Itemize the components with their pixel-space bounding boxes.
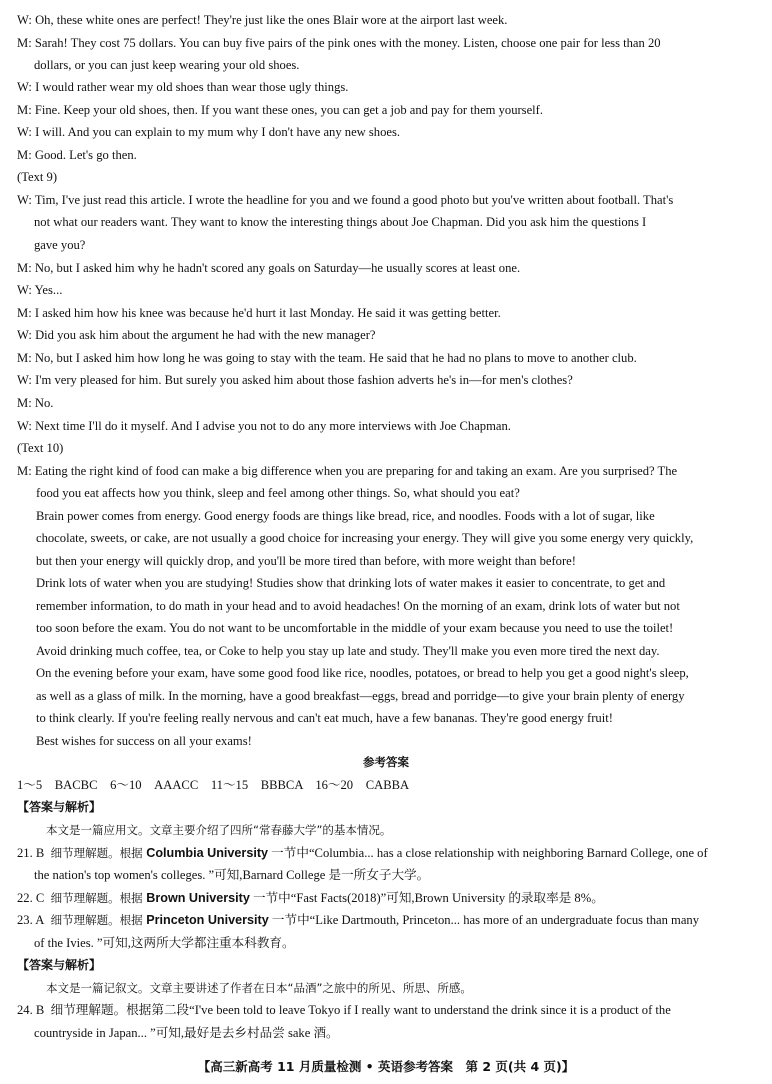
text-line: W: Did you ask him about the argument he had with the new manager? <box>17 328 376 342</box>
question-explanation: 一节中“Fast Facts(2018)”可知,Brown University 的录取率是 8%。 <box>249 891 604 905</box>
text-line: Best wishes for success on all your exams! <box>36 734 252 748</box>
section-name: Brown University <box>146 891 250 905</box>
text-line: M: No, but I asked him why he hadn't scored any goals on Saturday—he usually scores at least one. <box>17 261 521 275</box>
answer-key: 1～5 BACBC 6～10 AAACC 11～15 BBBCA 16～20 CABBA <box>17 778 410 792</box>
text-line: as well as a glass of milk. In the morning, have a good breakfast—eggs, bread and porridge—to give your brain plenty of energy <box>36 689 685 703</box>
text-line: countryside in Japan... ”可知,最好是去乡村品尝 sake 酒。 <box>34 1026 339 1040</box>
passage-intro: 本文是一篇记叙文。文章主要讲述了作者在日本“品酒”之旅中的所见、所思、所感。 <box>46 981 472 995</box>
question-number: 24. B <box>17 1003 45 1017</box>
question-24 <box>17 1000 760 1020</box>
passage-intro: 本文是一篇应用文。文章主要介绍了四所“常春藤大学”的基本情况。 <box>46 823 392 837</box>
text-line: M: Good. Let's go then. <box>17 148 137 162</box>
text-line: Avoid drinking much coffee, tea, or Coke to help you stay up late and study. They'll make you even more tired the next day. <box>36 644 660 658</box>
text-line: dollars, or you can just keep wearing your old shoes. <box>34 58 300 72</box>
page-footer: 【高三新高考 11 月质量检测 • 英语参考答案 第 2 页(共 4 页)】 <box>197 1059 575 1074</box>
question-number: 22. C <box>17 891 45 905</box>
text-line: W: I would rather wear my old shoes than wear those ugly things. <box>17 80 349 94</box>
text-line: M: I asked him how his knee was because he'd hurt it last Monday. He said it was getting better. <box>17 306 501 320</box>
text-line: of the Ivies. ”可知,这两所大学都注重本科教育。 <box>34 936 295 950</box>
text-line: Drink lots of water when you are studying! Studies show that drinking lots of water makes it easier to concentrate, to get and <box>36 576 666 590</box>
text-line: W: Next time I'll do it myself. And I advise you not to do any more interviews with Joe Chapman. <box>17 419 511 433</box>
text-line: W: I will. And you can explain to my mum why I don't have any new shoes. <box>17 125 401 139</box>
text-line: the nation's top women's colleges. ”可知,Barnard College 是一所女子大学。 <box>34 868 430 882</box>
section-name: Columbia University <box>146 846 269 860</box>
text-line: On the evening before your exam, have some good food like rice, noodles, potatoes, or bread to help you get a good night's sleep, <box>36 666 689 680</box>
text-line: W: Yes... <box>17 283 63 297</box>
section-label: (Text 10) <box>17 441 64 455</box>
text-line: W: I'm very pleased for him. But surely you asked him about those fashion adverts he's in—for men's clothes? <box>17 373 573 387</box>
text-line: M: Sarah! They cost 75 dollars. You can buy five pairs of the pink ones with the money. Listen, choose one pair for less than 20 <box>17 36 661 50</box>
question-explanation: 细节理解题。根据 <box>50 891 147 905</box>
question-explanation: 一节中“Like Dartmouth, Princeton... has more of an undergraduate focus than many <box>268 913 700 927</box>
question-number: 23. A <box>17 913 45 927</box>
text-line: M: Fine. Keep your old shoes, then. If you want these ones, you can get a job and pay for them yourself. <box>17 103 544 117</box>
text-line: too soon before the exam. You do not want to be uncomfortable in the middle of your exam because you need to use the toilet! <box>36 621 674 635</box>
section-label: (Text 9) <box>17 170 58 184</box>
text-line: M: No. <box>17 396 54 410</box>
text-line: Brain power comes from energy. Good energy foods are things like bread, rice, and noodles. Foods with a lot of sugar, like <box>36 509 655 523</box>
text-line: M: No, but I asked him how long he was going to stay with the team. He said that he had no plans to move to another club. <box>17 351 637 365</box>
question-number: 21. B <box>17 846 45 860</box>
question-explanation: 细节理解题。根据第二段“I've been told to leave Tokyo if I really want to understand the drink since it is a product of the <box>50 1003 671 1017</box>
text-line: W: Tim, I've just read this article. I wrote the headline for you and we found a good photo but you've written about football. That's <box>17 193 674 207</box>
text-line: gave you? <box>34 238 86 252</box>
question-explanation: 一节中“Columbia... has a close relationship with neighboring Barnard College, one of <box>268 846 708 860</box>
section-name: Princeton University <box>146 913 269 927</box>
analysis-header: 【答案与解析】 <box>17 958 102 972</box>
text-line: food you eat affects how you think, sleep and feel among other things. So, what should you eat? <box>36 486 520 500</box>
answers-title: 参考答案 <box>363 755 409 769</box>
text-line: not what our readers want. They want to know the interesting things about Joe Chapman. Did you ask him the questions I <box>34 215 647 229</box>
text-line: chocolate, sweets, or cake, are not usually a good choice for increasing your energy. They will give you some energy very quickly, <box>36 531 694 545</box>
text-line: to think clearly. If you're feeling really nervous and can't eat much, have a few bananas. They're good energy fruit! <box>36 711 613 725</box>
text-line: W: Oh, these white ones are perfect! They're just like the ones Blair wore at the airport last week. <box>17 13 508 27</box>
question-23 <box>17 910 760 930</box>
question-22 <box>17 888 760 908</box>
text-line: but then your energy will quickly drop, and you'll be more tired than before, with more weight than before! <box>36 554 576 568</box>
analysis-header: 【答案与解析】 <box>17 800 102 814</box>
question-explanation: 细节理解题。根据 <box>50 913 147 927</box>
text-line: remember information, to do math in your head and to avoid headaches! On the morning of an exam, drink lots of water but not <box>36 599 680 613</box>
text-line: M: Eating the right kind of food can make a big difference when you are preparing for and taking an exam. Are you surprised? The <box>17 464 678 478</box>
question-21 <box>17 843 760 863</box>
question-explanation: 细节理解题。根据 <box>50 846 147 860</box>
